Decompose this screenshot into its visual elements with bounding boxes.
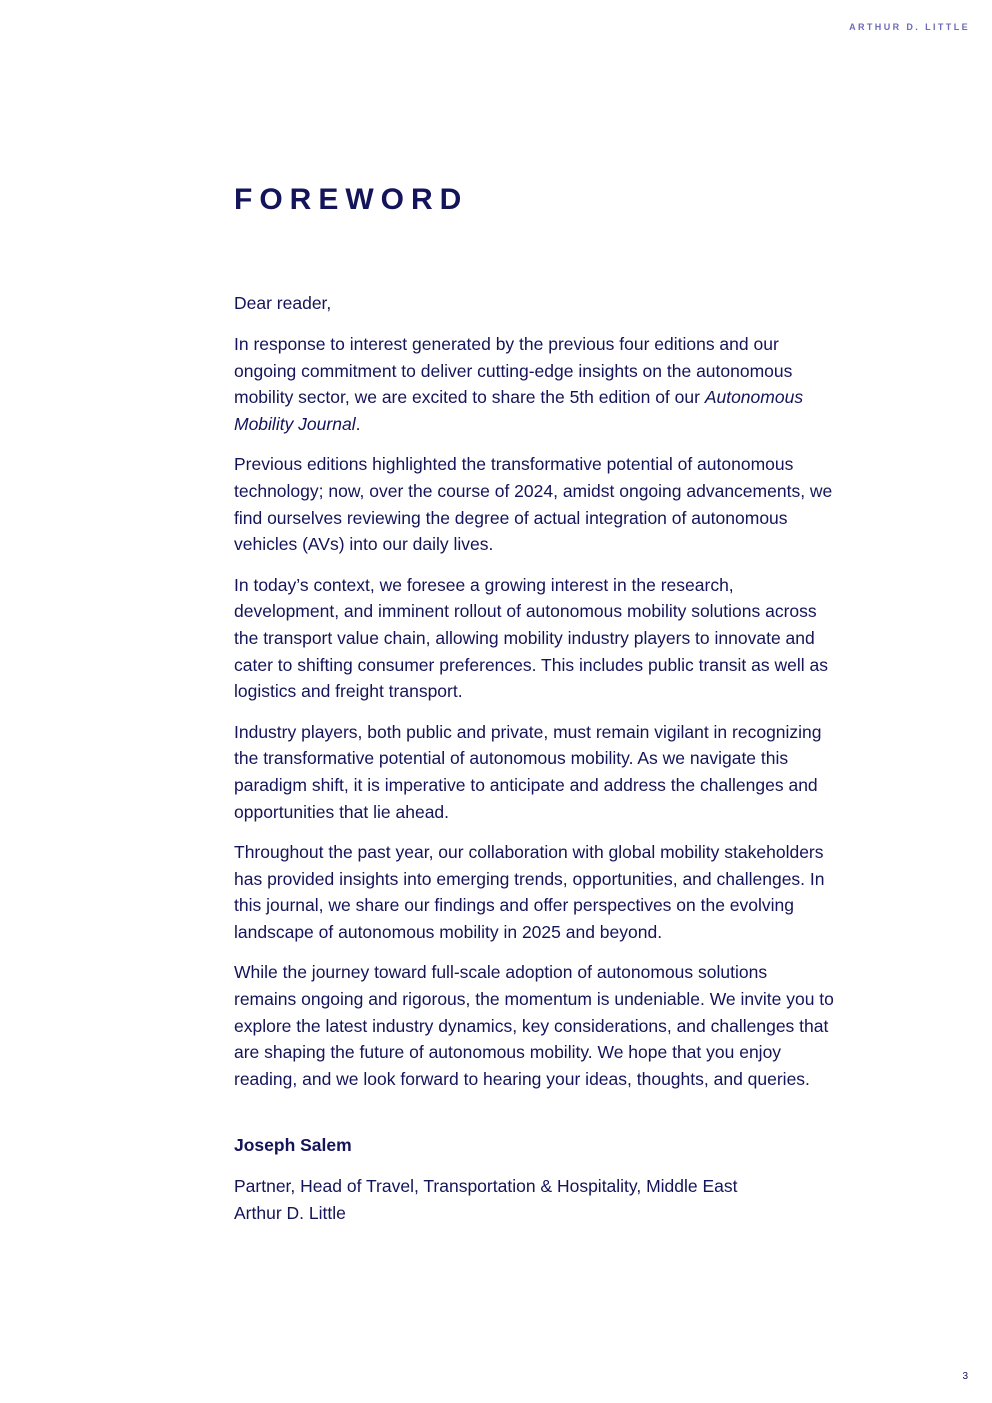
paragraph-industry-players: Industry players, both public and private, must remain vigilant in recognizing the transformative potential of autonomous mobility. As we navigate this paradigm shift, it is imperative to anticipate and address the challenges and opportunities that lie ahead. [234,721,822,822]
journal-title: Autonomous Mobility Journal [234,387,804,434]
signatory-name: Joseph Salem [234,1135,352,1156]
paragraph-closing: While the journey toward full-scale adoption of autonomous solutions remains ongoing and rigorous, the momentum is undeniable. We invite you to explore the latest industry dynamics, key considerations, and challenges that are shaping the future of autonomous mobility. We hope that you enjoy reading, and we look forward to hearing your ideas, thoughts, and queries. [234,962,834,1089]
page-title: FOREWORD [234,183,469,216]
signatory-organization: Arthur D. Little [234,1203,346,1224]
page-number: 3 [962,1371,968,1382]
paragraph-collaboration: Throughout the past year, our collaboration with global mobility stakeholders has provided insights into emerging trends, opportunities, and challenges. In this journal, we share our findings and offer perspectives on the evolving landscape of autonomous mobility in 2025 and beyond. [234,842,825,942]
paragraph-previous-editions: Previous editions highlighted the transformative potential of autonomous technology; now, over the course of 2024, amidst ongoing advancements, we find ourselves reviewing the degree of actual integration of autonomous vehicles (AVs) into our daily lives. [234,454,833,555]
paragraph-intro-end: . [355,413,361,434]
salutation: Dear reader, [234,293,332,313]
foreword-content [234,180,834,1227]
paragraph-context: In today’s context, we foresee a growing interest in the research, development, and imminent rollout of autonomous mobility solutions across the transport value chain, allowing mobility industry players to innovate and cater to shifting consumer preferences. This includes public transit as well as logistics and freight transport. [234,574,828,702]
running-header: ARTHUR D. LITTLE [849,22,970,32]
paragraph-intro [234,331,834,437]
signatory-title: Partner, Head of Travel, Transportation & Hospitality, Middle East [234,1176,738,1197]
paragraph-intro-text: In response to interest generated by the previous four editions and our ongoing commitment to deliver cutting-edge insights on the autonomous mobility sector, we are excited to share the 5th edition of our [234,334,793,408]
signatory-title-block [234,1173,834,1226]
